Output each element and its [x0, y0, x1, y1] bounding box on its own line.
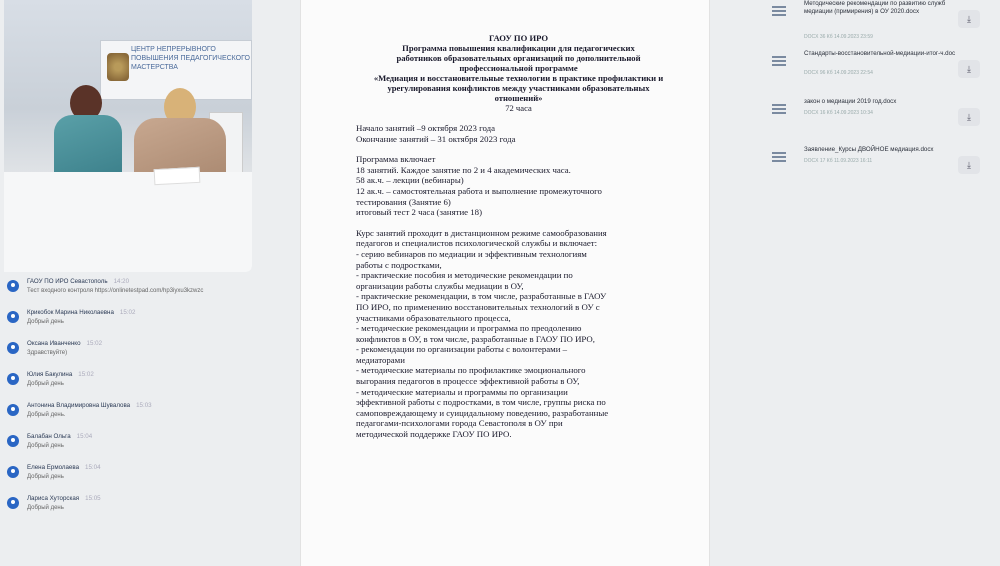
- chat-text: Добрый день: [27, 443, 64, 449]
- doc-date-line: Окончание занятий – 31 октября 2023 года: [356, 133, 516, 144]
- doc-program-line: тестирования (Занятие 6): [356, 196, 451, 207]
- chat-text: Добрый день: [27, 474, 64, 480]
- chat-author: Юлия Бакулина: [27, 371, 73, 378]
- video-tile[interactable]: [4, 0, 252, 272]
- desk: [4, 172, 252, 272]
- chat-time: 14:20: [113, 278, 130, 285]
- chat-time: 15:02: [119, 309, 136, 316]
- doc-course-line: самоповреждающему и суицидальному поведению, разработанные: [356, 407, 609, 418]
- download-icon[interactable]: ⤓: [958, 60, 980, 78]
- chat-time: 15:05: [85, 495, 101, 502]
- doc-program-line: Программа включает: [356, 154, 436, 165]
- doc-header-line: работников образовательных организаций по дополнительной: [396, 53, 641, 63]
- user-avatar-icon: [7, 342, 19, 354]
- user-avatar-icon: [7, 311, 19, 323]
- chat-panel: [4, 276, 254, 524]
- doc-course-line: - практические пособия и методические рекомендации по: [356, 270, 573, 281]
- doc-program-line: 12 ак.ч. – самостоятельная работа и выполнение промежуточного: [356, 185, 602, 196]
- file-meta: DOCX 17 Кб 11.09.2023 16:11: [804, 158, 873, 164]
- document-page: [356, 33, 681, 440]
- doc-course-line: организации работы службы медиации в ОУ,: [356, 280, 524, 291]
- chat-text: Добрый день: [27, 319, 64, 325]
- document-icon: [772, 56, 786, 68]
- banner-text: ЦЕНТР НЕПРЕРЫВНОГО ПОВЫШЕНИЯ ПЕДАГОГИЧЕСКОГО МАСТЕРСТВА: [131, 46, 250, 71]
- doc-course-line: выгорания педагогов в процессе эффективной работы в ОУ,: [356, 376, 580, 387]
- doc-course: [356, 228, 681, 440]
- file-meta: DOCX 36 Кб 14.09.2023 23:59: [804, 34, 873, 40]
- paper-sheet: [154, 167, 201, 185]
- file-list: [770, 0, 992, 194]
- download-icon[interactable]: ⤓: [958, 156, 980, 174]
- chat-message: [4, 400, 254, 421]
- chat-author: ГАОУ ПО ИРО Севастополь: [27, 278, 108, 285]
- chat-text: Добрый день: [27, 381, 64, 387]
- file-meta: DOCX 16 Кб 14.09.2023 10:34: [804, 110, 873, 116]
- chat-author: Елена Ермолаева: [27, 464, 80, 471]
- chat-message: [4, 276, 254, 297]
- doc-dates: [356, 123, 681, 144]
- emblem-icon: [107, 53, 129, 81]
- doc-course-line: - методические рекомендации и программа по преодолению: [356, 323, 582, 334]
- doc-header-line: урегулирования конфликтов между участниками образовательных: [387, 83, 650, 93]
- chat-message: [4, 462, 254, 483]
- doc-course-line: ПО ИРО, по применению восстановительных технологий в ОУ с: [356, 301, 600, 312]
- file-name: Стандарты-восстановительной-медиации-итог-ч.doc: [804, 50, 956, 57]
- user-avatar-icon: [7, 280, 19, 292]
- chat-time: 15:04: [76, 433, 93, 440]
- doc-course-line: медиаторами: [356, 354, 405, 365]
- chat-message: [4, 338, 254, 359]
- file-name: закон о медиации 2019 год.docx: [804, 98, 897, 105]
- user-avatar-icon: [7, 466, 19, 478]
- doc-course-line: конфликтов в ОУ, в том числе, разработанные в ГАОУ ПО ИРО,: [356, 333, 595, 344]
- doc-course-line: - рекомендации по организации работы с волонтерами –: [356, 344, 568, 355]
- chat-author: Крикобок Марина Николаевна: [27, 309, 114, 316]
- document-icon: [772, 104, 786, 116]
- doc-course-line: - методические материалы по профилактике эмоционального: [356, 365, 586, 376]
- speaker-left: [54, 85, 124, 180]
- doc-header-line: профессиональной программе: [459, 63, 578, 73]
- doc-course-line: Курс занятий проходит в дистанционном режиме самообразования: [356, 227, 607, 238]
- doc-date-line: Начало занятий –9 октября 2023 года: [356, 123, 496, 133]
- chat-author: Балабан Ольга: [27, 433, 71, 440]
- doc-header-line: «Медиация и восстановительные технологии в практике профилактики и: [373, 73, 664, 83]
- doc-course-line: работы с подростками,: [356, 259, 442, 270]
- user-avatar-icon: [7, 404, 19, 416]
- chat-time: 15:02: [78, 371, 94, 378]
- download-icon[interactable]: ⤓: [958, 108, 980, 126]
- chat-text: Здравствуйте): [27, 350, 68, 356]
- file-name: Заявление_Курсы ДВОЙНОЕ медиация.docx: [804, 146, 934, 153]
- doc-course-line: педагогов и специалистов психологической службы и включает:: [356, 238, 598, 249]
- document-icon: [772, 6, 786, 18]
- file-meta: DOCX 96 Кб 14.09.2023 22:54: [804, 70, 873, 76]
- chat-text[interactable]: Тест входного контроля https://onlinetestpad.com/hp3iyxu3kzwzc: [27, 288, 204, 294]
- doc-course-line: методической поддержке ГАОУ ПО ИРО.: [356, 429, 512, 440]
- file-item[interactable]: [770, 0, 992, 40]
- chat-time: 15:03: [136, 402, 152, 409]
- doc-course-line: - серию вебинаров по медиации и эффективным технологиям: [356, 248, 587, 259]
- document-viewer[interactable]: [300, 0, 710, 566]
- file-name: Методические рекомендации по развитию служб медиации (примирения) в ОУ 2020.docx: [804, 0, 946, 15]
- download-icon[interactable]: ⤓: [958, 10, 980, 28]
- chat-message: [4, 307, 254, 328]
- file-item[interactable]: [770, 50, 992, 90]
- chat-author: Оксана Иванченко: [27, 340, 81, 347]
- file-item[interactable]: [770, 146, 992, 186]
- user-avatar-icon: [7, 435, 19, 447]
- chat-message: [4, 369, 254, 390]
- doc-course-line: участниками образовательного процесса,: [356, 312, 511, 323]
- doc-hours: 72 часа: [505, 103, 532, 113]
- user-avatar-icon: [7, 497, 19, 509]
- doc-course-line: педагогами-психологами города Севастополя в ОУ при: [356, 418, 563, 429]
- file-item[interactable]: [770, 98, 992, 138]
- doc-header-line: отношений»: [494, 93, 543, 103]
- chat-text: Добрый день.: [27, 412, 66, 418]
- doc-header-line: ГАОУ ПО ИРО: [488, 33, 549, 43]
- doc-program-line: 18 занятий. Каждое занятие по 2 и 4 академических часа.: [356, 164, 571, 175]
- chat-author: Антонина Владимировна Шувалова: [27, 402, 131, 409]
- chat-author: Лариса Хуторская: [27, 495, 80, 502]
- chat-text: Добрый день: [27, 505, 64, 511]
- doc-program: [356, 154, 681, 218]
- chat-time: 15:04: [85, 464, 101, 471]
- chat-message: [4, 431, 254, 452]
- chat-time: 15:02: [86, 340, 103, 347]
- doc-course-line: - практические рекомендации, в том числе, разработанные в ГАОУ: [356, 291, 607, 302]
- doc-program-line: 58 ак.ч. – лекции (вебинары): [356, 175, 464, 186]
- doc-program-line: итоговый тест 2 часа (занятие 18): [356, 207, 482, 218]
- document-icon: [772, 152, 786, 164]
- doc-course-line: эффективной работы с подростками, в том числе, группы риска по: [356, 397, 606, 408]
- chat-message: [4, 493, 254, 514]
- user-avatar-icon: [7, 373, 19, 385]
- document-header: [356, 33, 681, 113]
- doc-course-line: - методические материалы и программы по организации: [356, 386, 568, 397]
- doc-header-line: Программа повышения квалификации для педагогических: [402, 43, 635, 53]
